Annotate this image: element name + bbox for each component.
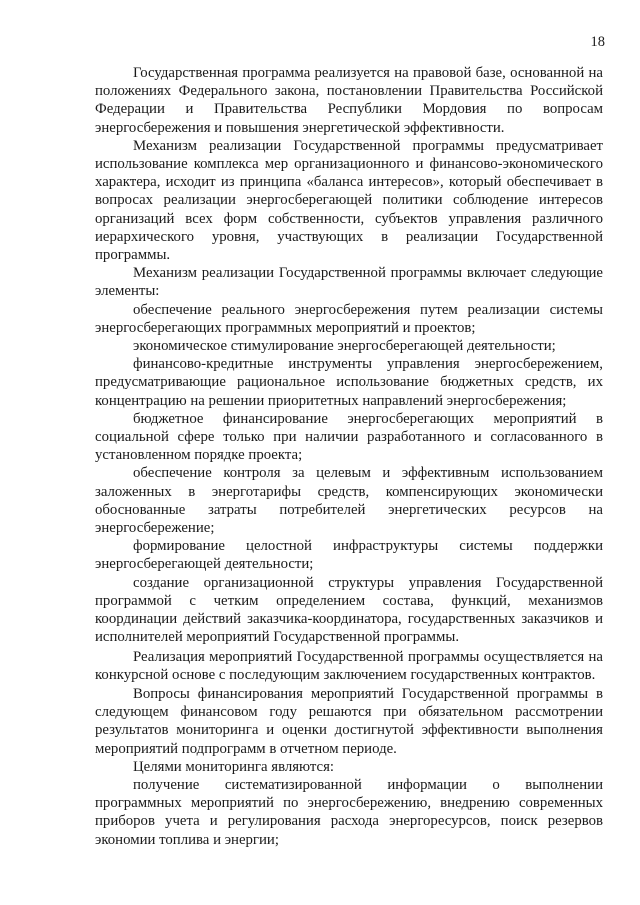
list-item-financial-instruments: финансово-кредитные инструменты управления энергосбережением, предусматривающие рациональное использование бюджетных средств, их концентрацию на решении приоритетных направлений энергосбережения;	[95, 356, 603, 409]
list-item-organizational-structure: создание организационной структуры управления Государственной программой с четким определением состава, функций, механизмов координации действий заказчика-координатора, государственных заказчиков и исполнителей мероприятий Государственной программы.	[95, 574, 603, 646]
page-body	[95, 64, 603, 849]
list-item-energy-saving-projects: обеспечение реального энергосбережения путем реализации системы энергосберегающих программных мероприятий и проектов;	[95, 301, 603, 336]
list-item-budget-financing: бюджетное финансирование энергосберегающих мероприятий в социальной сфере только при наличии разработанного и согласованного в установленном порядке проекта;	[95, 410, 603, 464]
paragraph-legal-basis: Государственная программа реализуется на правовой базе, основанной на положениях Федерального закона, постановлении Правительства Российской Федерации и Правительства Республики Мордовия по вопросам энергосбережения и повышения энергетической эффективности.	[95, 65, 603, 136]
list-item-economic-stimulation: экономическое стимулирование энергосберегающей деятельности;	[133, 338, 556, 355]
list-item-infrastructure: формирование целостной инфраструктуры системы поддержки энергосберегающей деятельности;	[95, 538, 603, 573]
paragraph-monitoring-goals: Целями мониторинга являются:	[133, 758, 335, 775]
paragraph-mechanism: Механизм реализации Государственной программы предусматривает использование комплекса мер организационного и финансово-экономического характера, исходит из принципа «баланса интересов», который обеспечивает в вопросах реализации энергосберегающей политики соблюдение интересов организаций всех форм собственности, субъектов управления различного иерархического уровня, участвующих в реализации Государственной программы.	[95, 137, 603, 264]
paragraph-mechanism-elements-intro: Механизм реализации Государственной программы включает следующие элементы:	[95, 265, 603, 300]
paragraph-competitive-basis: Реализация мероприятий Государственной программы осуществляется на конкурсной основе с последующим заключением государственных контрактов.	[95, 648, 603, 683]
list-item-control: обеспечение контроля за целевым и эффективным использованием заложенных в энерготарифы средств, компенсирующих экономически обоснованные затраты потребителей энергетических ресурсов на энергосбережение;	[95, 465, 603, 537]
list-item-systematized-information: получение систематизированной информации о выполнении программных мероприятий по энергосбережению, внедрению современных приборов учета и регулирования расхода энергоресурсов, поиск резервов экономии топлива и энергии;	[95, 776, 603, 848]
paragraph-financing-questions: Вопросы финансирования мероприятий Государственной программы в следующем финансовом году решаются при обязательном рассмотрении результатов мониторинга и оценки достигнутой эффективности выполнения мероприятий подпрограмм в отчетном периоде.	[95, 685, 603, 757]
page-number: 18	[590, 34, 605, 50]
